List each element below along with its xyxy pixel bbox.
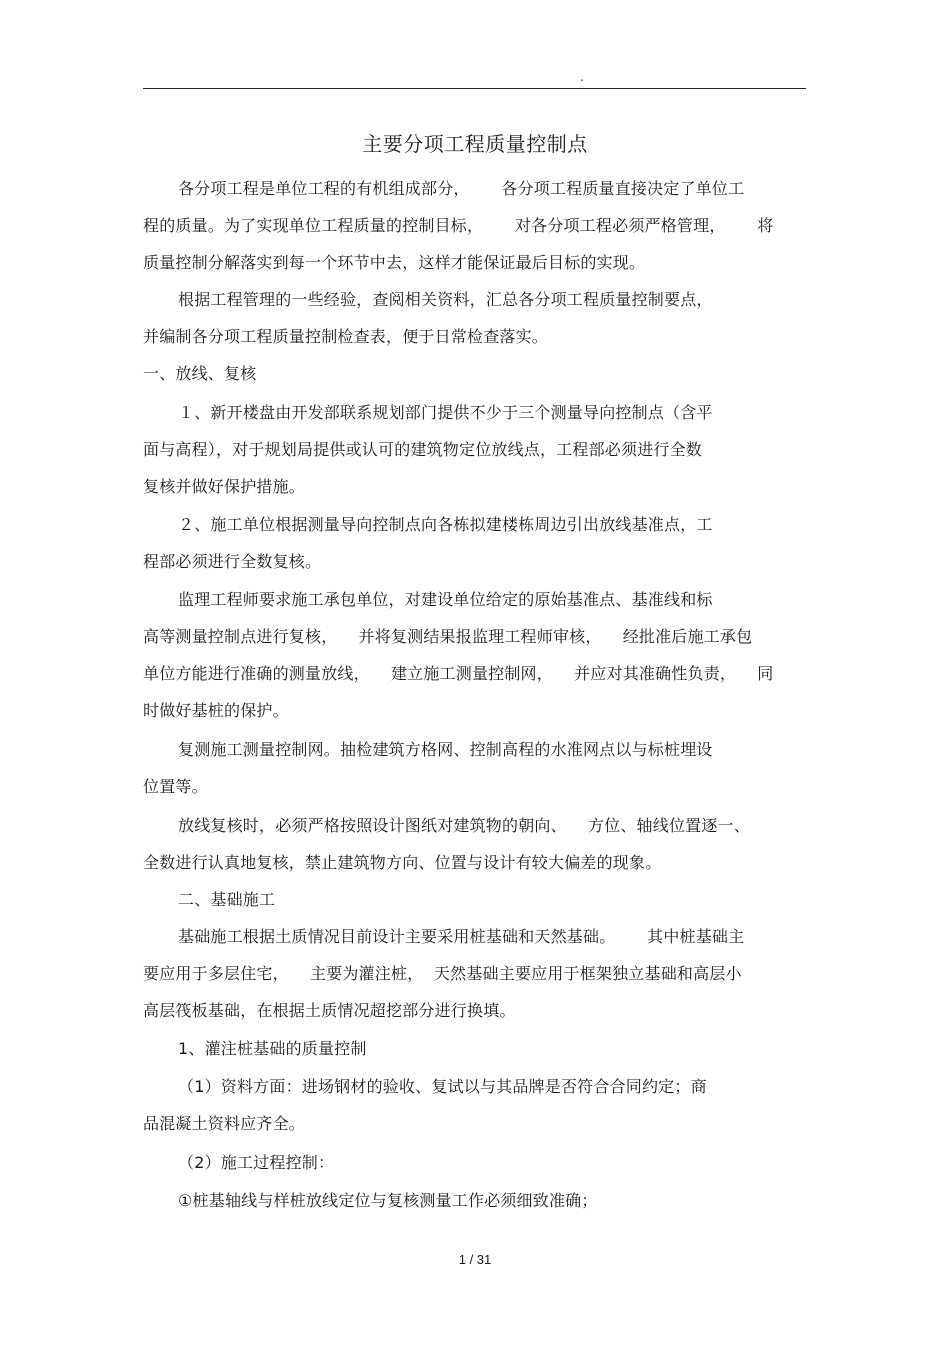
paragraph-line: 复测施工测量控制网。抽检建筑方格网、控制高程的水准网点以与标桩埋设 xyxy=(178,740,713,759)
page-number: 1 / 31 xyxy=(458,1252,492,1267)
paragraph-line: 质量控制分解落实到每一个环节中去，这样才能保证最后目标的实现。 xyxy=(143,253,646,272)
paragraph-line: 并编制各分项工程质量控制检查表，便于日常检查落实。 xyxy=(143,327,549,346)
paragraph-line: 程部必须进行全数复核。 xyxy=(143,552,322,571)
paragraph-line: 单位方能进行准确的测量放线， 建立施工测量控制网， 并应对其准确性负责， 同 xyxy=(143,664,774,683)
paragraph-line: 面与高程），对于规划局提供或认可的建筑物定位放线点，工程部必须进行全数 xyxy=(143,440,703,459)
subsection-heading: 1、灌注桩基础的质量控制 xyxy=(178,1039,367,1058)
paragraph-line: 基础施工根据土质情况目前设计主要采用桩基础和天然基础。 其中桩基础主 xyxy=(178,927,745,946)
paragraph-line: 复核并做好保护措施。 xyxy=(143,477,306,496)
paragraph-line: 程的质量。为了实现单位工程质量的控制目标， 对各分项工程必须严格管理， 将 xyxy=(143,216,774,235)
paragraph-line: 各分项工程是单位工程的有机组成部分， 各分项工程质量直接决定了单位工 xyxy=(178,179,745,198)
paragraph-line: 高层筏板基础，在根据土质情况超挖部分进行换填。 xyxy=(143,1001,516,1020)
header-mark: . xyxy=(580,70,584,84)
paragraph-line: 要应用于多层住宅， 主要为灌注桩， 天然基础主要应用于框架独立基础和高层小 xyxy=(143,964,742,983)
paragraph-line: 全数进行认真地复核，禁止建筑物方向、位置与设计有较大偏差的现象。 xyxy=(143,853,662,872)
section-heading: 二、基础施工 xyxy=(178,890,276,909)
paragraph-line: 监理工程师要求施工承包单位，对建设单位给定的原始基准点、基准线和标 xyxy=(178,590,713,609)
paragraph-line: （2）施工过程控制： xyxy=(178,1153,335,1172)
paragraph-line: 位置等。 xyxy=(143,777,208,796)
section-heading: 一、放线、复核 xyxy=(143,364,257,383)
paragraph-line: 品混凝土资料应齐全。 xyxy=(143,1114,306,1133)
paragraph-line: 高等测量控制点进行复核， 并将复测结果报监理工程师审核， 经批准后施工承包 xyxy=(143,627,753,646)
page-title: 主要分项工程质量控制点 xyxy=(362,132,588,156)
paragraph-line: 放线复核时，必须严格按照设计图纸对建筑物的朝向、 方位、轴线位置逐一、 xyxy=(178,816,750,835)
paragraph-line: ①桩基轴线与样桩放线定位与复核测量工作必须细致准确； xyxy=(178,1191,598,1210)
header-rule xyxy=(143,88,806,89)
paragraph-line: ２、施工单位根据测量导向控制点向各栋拟建楼栋周边引出放线基准点，工 xyxy=(178,515,713,534)
paragraph-line: １、新开楼盘由开发部联系规划部门提供不少于三个测量导向控制点（含平 xyxy=(178,403,713,422)
paragraph-line: 时做好基桩的保护。 xyxy=(143,701,289,720)
paragraph-line: （1）资料方面：进场钢材的验收、复试以与其品牌是否符合合同约定；商 xyxy=(178,1077,707,1096)
paragraph-line: 根据工程管理的一些经验，查阅相关资料，汇总各分项工程质量控制要点， xyxy=(178,290,713,309)
